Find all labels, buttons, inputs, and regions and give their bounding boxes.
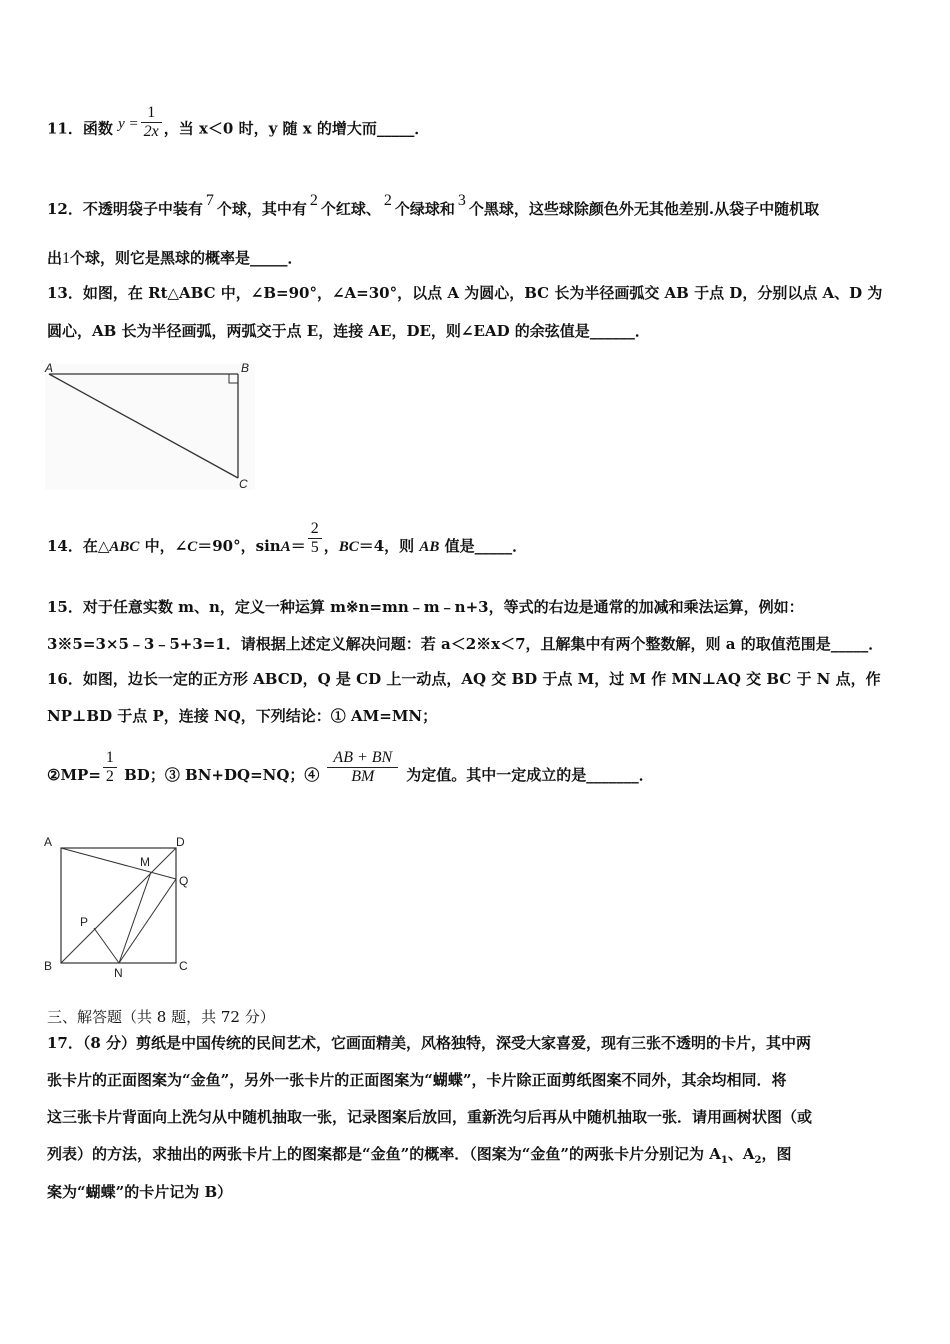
q13-end: ． <box>634 322 650 340</box>
question-16-line1: 16．如图，边长一定的正方形 ABCD，Q 是 CD 上一动点，AQ 交 BD 于点 M，过 M 作 MN⊥AQ 交 BC 于 N 点，作 <box>47 670 881 688</box>
q11-end: ． <box>414 119 430 138</box>
label-C: C <box>179 959 188 973</box>
q14-part3: ＝90°，sin <box>197 537 281 555</box>
q14-c: C <box>187 539 198 555</box>
q14-eq: ＝ <box>290 537 306 555</box>
segment-np <box>94 928 119 963</box>
q12-line2-a: 出 <box>47 249 63 267</box>
q16-end: ． <box>638 766 654 784</box>
q16-ratio-num: AB + BN <box>333 748 393 766</box>
q12-blank: _____ <box>250 249 288 267</box>
q12-part2: 个球，其中有 <box>216 200 307 218</box>
label-D: D <box>176 835 185 849</box>
label-Q: Q <box>179 874 189 888</box>
question-15-line2 <box>47 634 883 654</box>
diagonal-bd <box>61 848 176 963</box>
segment-aq <box>61 848 176 879</box>
q12-part4: 个绿球和 <box>394 200 455 218</box>
question-16-line3 <box>47 748 654 786</box>
q13-line2-text: 圆心，AB 长为半径画弧，两弧交于点 E，连接 AE，DE，则∠EAD 的余弦值是 <box>47 322 590 340</box>
q14-fraction <box>308 520 322 557</box>
q12-part3: 个红球、 <box>320 200 381 218</box>
q11-frac-num: 1 <box>147 104 156 121</box>
q14-part4: ， <box>323 537 339 555</box>
q16-blank: _______ <box>586 766 639 784</box>
q14-part1: 14．在△ <box>47 537 110 555</box>
question-14 <box>47 519 528 557</box>
q14-part6: 值是 <box>439 537 475 555</box>
q16-half-den: 2 <box>103 767 117 786</box>
question-15-line1: 15．对于任意实数 m、n，定义一种运算 m※n=mn﹣m﹣n+3，等式的右边是通常的加减和乘法运算，例如： <box>47 598 804 616</box>
label-P: P <box>80 915 89 929</box>
label-N: N <box>114 966 123 978</box>
question-17-line4 <box>47 1144 791 1171</box>
q16-line3-b: BD；③ BN+DQ=NQ；④ <box>118 766 320 784</box>
q11-func-y: y = <box>118 115 139 132</box>
q17-line4-a: 列表）的方法，求抽出的两张卡片上的图案都是“金鱼”的概率．（图案为“金鱼”的两张卡片分别记为 A <box>47 1145 721 1163</box>
q17-line4-b: 、A <box>727 1145 755 1163</box>
q14-bc: BC <box>338 539 359 555</box>
question-17-line5: 案为“蝴蝶”的卡片记为 B） <box>47 1183 233 1201</box>
q16-half-fraction <box>103 749 117 786</box>
q16-ratio-den: BM <box>327 767 398 786</box>
q12-line2-b: 个球，则它是黑球的概率是 <box>70 249 251 267</box>
q17-sub1: 1 <box>720 1155 728 1166</box>
q12-part1: 12．不透明袋子中装有 <box>47 200 203 218</box>
section-3-title: 三、解答题（共 8 题，共 72 分） <box>47 1008 275 1026</box>
q11-frac-den: 2x <box>141 122 162 141</box>
label-A: A <box>44 835 53 849</box>
q14-frac-den: 5 <box>308 538 322 557</box>
q13-blank: ______ <box>589 322 635 340</box>
q12-n-red: 2 <box>309 192 318 209</box>
q14-part2: 中，∠ <box>139 537 188 555</box>
q16-half-num: 1 <box>105 748 114 766</box>
q14-ab: AB <box>419 539 440 555</box>
q16-line3-c: 为定值。其中一定成立的是 <box>406 766 587 784</box>
q17-sub2: 2 <box>754 1155 762 1166</box>
q14-part5: ＝4，则 <box>358 537 420 555</box>
question-12 <box>47 192 820 220</box>
q14-a: A <box>280 539 291 555</box>
q16-ratio-fraction <box>327 749 398 786</box>
label-b: B <box>241 361 250 375</box>
label-a: A <box>45 361 54 375</box>
q12-n-total: 7 <box>205 192 214 209</box>
q12-n-draw: 1 <box>62 250 71 267</box>
q11-blank: _____ <box>376 119 415 138</box>
q16-square-figure <box>40 830 200 978</box>
q14-blank: _____ <box>474 537 513 555</box>
figure-background <box>45 364 255 490</box>
q14-frac-num: 2 <box>310 519 319 537</box>
question-12-line2 <box>47 248 303 269</box>
question-13-line1: 13．如图，在 Rt△ABC 中，∠B=90°，∠A=30°，以点 A 为圆心，BC 长为半径画弧交 AB 于点 D，分别以点 A、D 为 <box>47 284 883 302</box>
label-B: B <box>44 959 53 973</box>
q11-number: 11．函数 <box>47 119 113 138</box>
question-16-line2: NP⊥BD 于点 P，连接 NQ，下列结论：① AM=MN； <box>47 707 438 725</box>
q15-blank: _____ <box>830 635 869 653</box>
q17-line4-c: ，图 <box>761 1145 792 1163</box>
question-17-line3: 这三张卡片背面向上洗匀从中随机抽取一张，记录图案后放回，重新洗匀后再从中随机抽取一张．请用画树状图（或 <box>47 1108 813 1126</box>
segment-mn <box>119 872 151 963</box>
question-17-line2: 张卡片的正面图案为“金鱼”，另外一张卡片的正面图案为“蝴蝶”，卡片除正面剪纸图案不同外，其余均相同．将 <box>47 1071 787 1089</box>
q15-line2-text: 3※5=3×5﹣3﹣5+3=1．请根据上述定义解决问题：若 a＜2※x＜7，且解集中有两个整数解，则 a 的取值范围是 <box>47 635 831 653</box>
q11-text: ，当 x＜0 时，y 随 x 的增大而 <box>163 119 377 138</box>
q14-end: ． <box>512 537 528 555</box>
q12-part5: 个黑球，这些球除颜色外无其他差别.从袋子中随机取 <box>468 200 820 218</box>
question-11 <box>47 104 430 141</box>
question-13-line2 <box>47 321 650 341</box>
label-c: C <box>239 477 248 491</box>
q14-abc: ABC <box>109 539 140 555</box>
q15-end: ． <box>868 635 884 653</box>
q12-n-black: 3 <box>457 192 466 209</box>
q11-fraction <box>141 104 162 141</box>
q12-n-green: 2 <box>383 192 392 209</box>
segment-nq <box>119 879 176 963</box>
q12-end: ． <box>287 249 303 267</box>
label-M: M <box>140 855 150 869</box>
question-17-line1: 17．（8 分）剪纸是中国传统的民间艺术，它画面精美，风格独特，深受大家喜爱，现有三张不透明的卡片，其中两 <box>47 1034 812 1052</box>
q16-line3-a: ②MP= <box>47 766 101 784</box>
q13-triangle-figure <box>43 360 258 492</box>
